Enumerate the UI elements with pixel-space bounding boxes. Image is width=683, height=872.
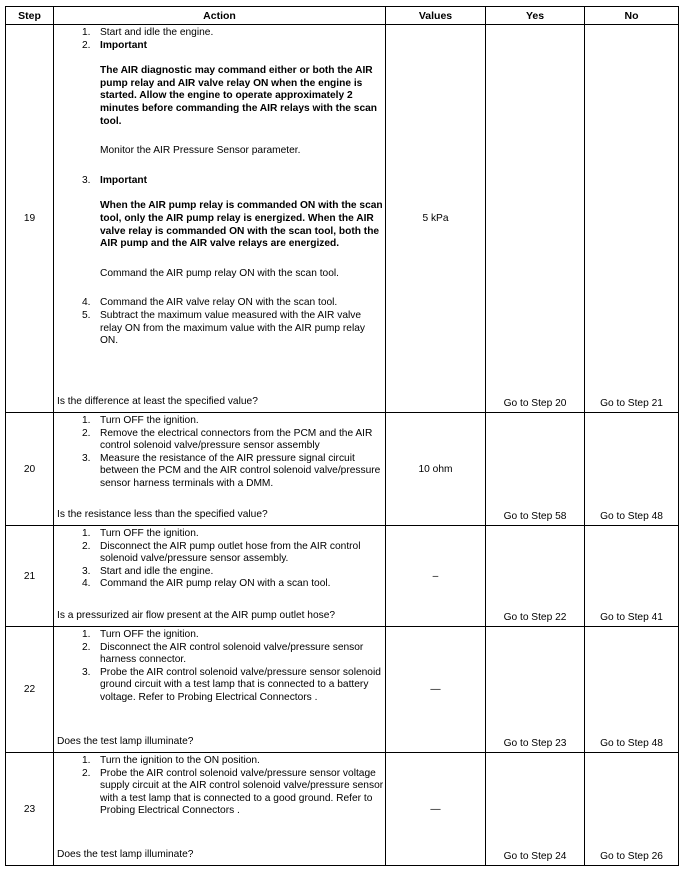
header-values: Values bbox=[386, 7, 486, 25]
step-number: 22 bbox=[6, 627, 54, 753]
action-cell bbox=[54, 526, 386, 627]
item-text: Start and idle the engine. bbox=[100, 565, 214, 577]
item-number: 4. bbox=[82, 297, 91, 309]
item-text: Turn OFF the ignition. bbox=[100, 528, 199, 539]
step-number: 19 bbox=[6, 25, 54, 413]
item-number: 2. bbox=[82, 39, 91, 51]
item-text: Command the AIR pump relay ON with the scan tool. bbox=[100, 267, 339, 279]
table-row bbox=[6, 413, 679, 526]
item-number: 5. bbox=[82, 309, 91, 321]
no-cell: Go to Step 48 bbox=[585, 413, 679, 526]
header-no: No bbox=[585, 7, 679, 25]
diagnostic-table bbox=[5, 6, 679, 866]
yes-cell: Go to Step 22 bbox=[486, 526, 585, 627]
table-row bbox=[6, 627, 679, 753]
action-cell bbox=[54, 413, 386, 526]
item-text: Probe the AIR control solenoid valve/pressure sensor voltage supply circuit at the AIR control solenoid valve/pressure sensor with a test lamp that is connected to a good ground. Refer to Probing Electrical Connectors . bbox=[100, 767, 384, 817]
item-text: Measure the resistance of the AIR pressure signal circuit between the PCM and the AIR control solenoid valve/pressure sensor harness terminals with a DMM. bbox=[100, 452, 381, 489]
header-step: Step bbox=[6, 7, 54, 25]
item-number: 1. bbox=[82, 755, 91, 766]
value-cell: 5 kPa bbox=[386, 25, 486, 413]
item-number: 3. bbox=[82, 666, 91, 678]
item-text: Command the AIR valve relay ON with the scan tool. bbox=[100, 297, 338, 309]
table-row bbox=[6, 25, 679, 413]
item-number: 1. bbox=[82, 27, 91, 38]
yes-cell: Go to Step 20 bbox=[486, 25, 585, 413]
important-note: The AIR diagnostic may command either or both the AIR pump relay and AIR valve relay ON when the engine is started. Allow the engine to operate approximately 2 minutes before commanding the AIR relays with the scan tool. bbox=[100, 65, 378, 127]
action-cell bbox=[54, 753, 386, 866]
header-action: Action bbox=[54, 7, 386, 25]
action-cell bbox=[54, 25, 386, 413]
question-text: Does the test lamp illuminate? bbox=[57, 849, 194, 861]
value-cell: — bbox=[386, 627, 486, 753]
item-number: 3. bbox=[82, 565, 91, 577]
value-cell: — bbox=[386, 753, 486, 866]
question-text: Is the difference at least the specified value? bbox=[57, 396, 258, 408]
no-cell: Go to Step 41 bbox=[585, 526, 679, 627]
yes-cell: Go to Step 24 bbox=[486, 753, 585, 866]
item-text: Disconnect the AIR pump outlet hose from the AIR control solenoid valve/pressure sensor assembly. bbox=[100, 540, 361, 565]
no-cell: Go to Step 26 bbox=[585, 753, 679, 866]
important-note: When the AIR pump relay is commanded ON with the scan tool, only the AIR pump relay is energized. When the AIR valve relay is commanded ON with the scan tool, both the AIR pump and the AIR valve relays are energized. bbox=[100, 200, 383, 250]
item-text: Start and idle the engine. bbox=[100, 27, 214, 38]
important-label: Important bbox=[100, 39, 147, 51]
item-number: 2. bbox=[82, 427, 91, 439]
item-text: Command the AIR pump relay ON with a scan tool. bbox=[100, 578, 331, 590]
item-number: 3. bbox=[82, 174, 91, 186]
header-row bbox=[6, 7, 679, 25]
step-number: 23 bbox=[6, 753, 54, 866]
item-number: 1. bbox=[82, 629, 91, 640]
no-cell: Go to Step 21 bbox=[585, 25, 679, 413]
item-number: 3. bbox=[82, 452, 91, 464]
item-text: Probe the AIR control solenoid valve/pressure sensor solenoid ground circuit with a test lamp that is connected to a battery voltage. Refer to Probing Electrical Connectors . bbox=[100, 666, 381, 703]
item-number: 2. bbox=[82, 540, 91, 552]
header-yes: Yes bbox=[486, 7, 585, 25]
yes-cell: Go to Step 23 bbox=[486, 627, 585, 753]
table-row bbox=[6, 526, 679, 627]
step-number: 20 bbox=[6, 413, 54, 526]
item-number: 2. bbox=[82, 641, 91, 653]
no-cell: Go to Step 48 bbox=[585, 627, 679, 753]
item-text: Turn OFF the ignition. bbox=[100, 629, 199, 640]
question-text: Does the test lamp illuminate? bbox=[57, 736, 194, 748]
item-text: Remove the electrical connectors from the PCM and the AIR control solenoid valve/pressure sensor assembly bbox=[100, 427, 373, 452]
item-number: 4. bbox=[82, 578, 91, 590]
value-cell: – bbox=[386, 526, 486, 627]
item-text: Turn OFF the ignition. bbox=[100, 415, 199, 426]
item-number: 1. bbox=[82, 415, 91, 426]
question-text: Is a pressurized air flow present at the AIR pump outlet hose? bbox=[57, 610, 336, 622]
item-text: Monitor the AIR Pressure Sensor parameter. bbox=[100, 145, 301, 157]
value-cell: 10 ohm bbox=[386, 413, 486, 526]
item-text: Subtract the maximum value measured with the AIR valve relay ON from the maximum value with the AIR pump relay ON. bbox=[100, 309, 365, 347]
step-number: 21 bbox=[6, 526, 54, 627]
item-text: Turn the ignition to the ON position. bbox=[100, 755, 260, 766]
action-cell bbox=[54, 627, 386, 753]
item-number: 2. bbox=[82, 767, 91, 779]
item-text: Disconnect the AIR control solenoid valve/pressure sensor harness connector. bbox=[100, 641, 364, 666]
item-number: 1. bbox=[82, 528, 91, 539]
yes-cell: Go to Step 58 bbox=[486, 413, 585, 526]
question-text: Is the resistance less than the specified value? bbox=[57, 509, 268, 521]
table-row bbox=[6, 753, 679, 866]
important-label: Important bbox=[100, 174, 147, 186]
